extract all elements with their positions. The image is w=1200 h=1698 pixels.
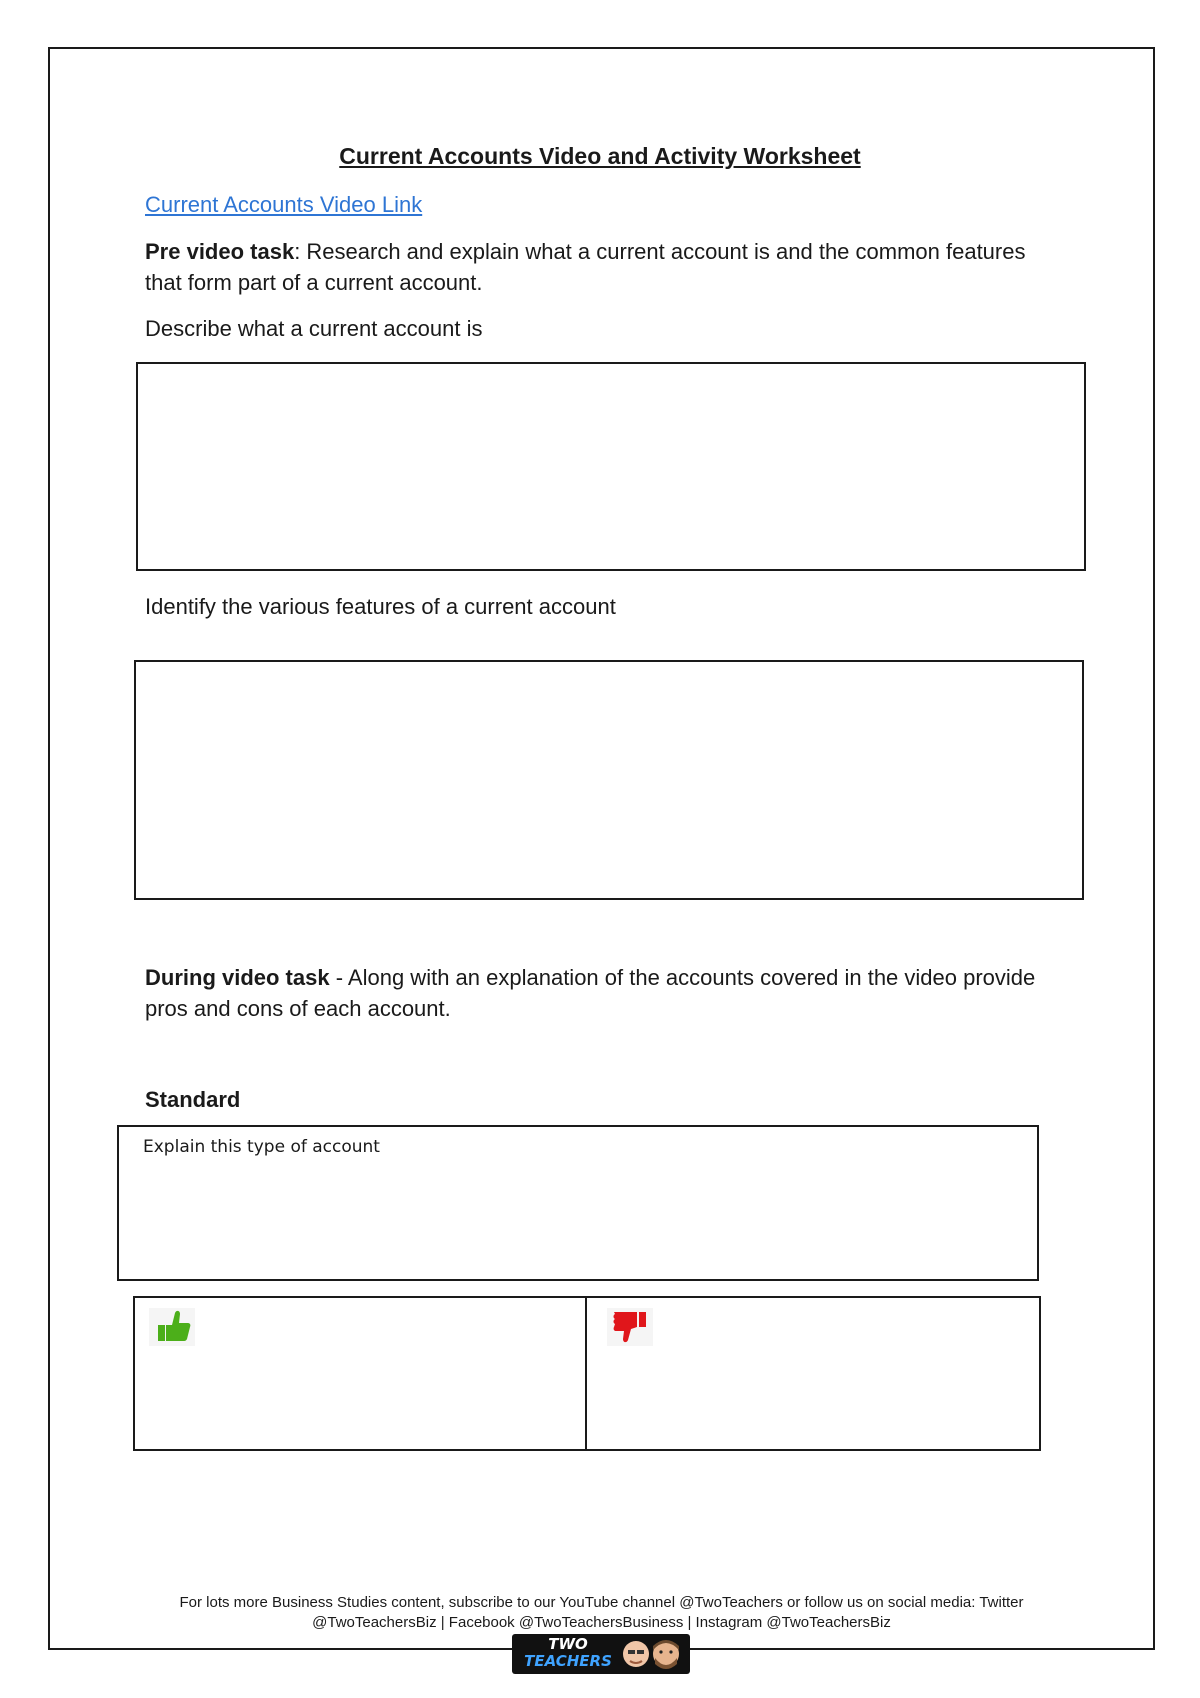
logo-line-1: TWO — [548, 1635, 588, 1653]
explain-answer-box[interactable] — [117, 1125, 1039, 1281]
pre-video-task-text: : Research and explain what a current account is and the common features that form part of a current account. — [145, 239, 1026, 295]
during-video-task-label: During video task — [145, 965, 330, 990]
thumbs-up-icon — [149, 1308, 195, 1346]
cons-cell[interactable] — [587, 1298, 1039, 1449]
logo-line-2: TEACHERS — [524, 1652, 612, 1670]
teachers-faces-icon — [616, 1636, 686, 1672]
during-video-task-text: - Along with an explanation of the accounts covered in the video provide pros and cons of each account. — [145, 965, 1036, 1021]
pre-video-task-label: Pre video task — [145, 239, 295, 264]
features-answer-box[interactable] — [134, 660, 1084, 900]
pros-cons-table — [133, 1296, 1041, 1451]
pre-video-task — [145, 236, 1045, 298]
logo-text — [520, 1636, 616, 1670]
thumbs-down-icon — [607, 1308, 653, 1346]
during-video-task — [145, 962, 1065, 1024]
explain-label: Explain this type of account — [143, 1137, 380, 1157]
prompt-identify: Identify the various features of a current account — [145, 594, 616, 619]
two-teachers-logo — [512, 1634, 690, 1674]
describe-answer-box[interactable] — [136, 362, 1086, 571]
pros-cell[interactable] — [135, 1298, 587, 1449]
section-heading-standard: Standard — [145, 1087, 241, 1112]
footer-text: For lots more Business Studies content, subscribe to our YouTube channel @TwoTeachers or follow us on social media: Twitter @TwoTeachersBiz | Facebook @TwoTeachersBusiness | Instagram @TwoTeachersBiz — [179, 1594, 1024, 1631]
page-title: Current Accounts Video and Activity Worksheet — [339, 143, 861, 169]
prompt-describe: Describe what a current account is — [145, 316, 483, 341]
video-link[interactable]: Current Accounts Video Link — [145, 192, 423, 217]
